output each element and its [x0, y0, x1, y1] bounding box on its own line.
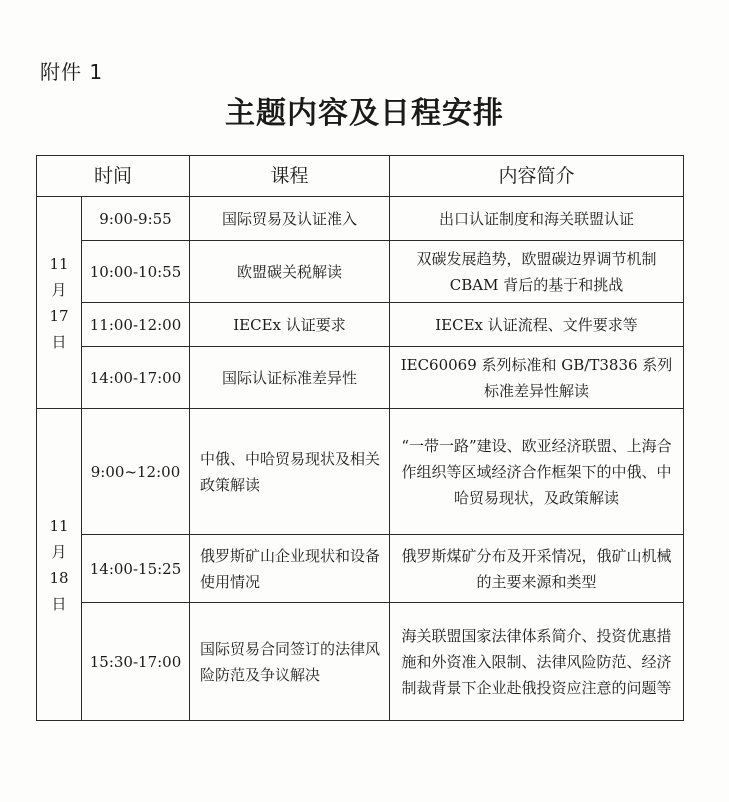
time-cell: 10:00-10:55 [82, 241, 190, 303]
date-month: 11 月 [49, 254, 69, 299]
content-cell: 俄罗斯煤矿分布及开采情况，俄矿山机械的主要来源和类型 [390, 535, 684, 603]
header-time: 时间 [37, 156, 190, 197]
header-course: 课程 [190, 156, 390, 197]
course-cell: 国际贸易及认证准入 [190, 197, 390, 241]
date-month: 11 月 [49, 516, 69, 561]
page-title: 主题内容及日程安排 [225, 96, 504, 131]
time-cell: 14:00-15:25 [82, 535, 190, 603]
course-cell: 中俄、中哈贸易现状及相关政策解读 [190, 409, 390, 535]
time-cell: 14:00-17:00 [82, 347, 190, 409]
schedule-table [36, 155, 684, 721]
course-cell: 欧盟碳关税解读 [190, 241, 390, 303]
content-cell: IECEx 认证流程、文件要求等 [390, 303, 684, 347]
content-cell: 出口认证制度和海关联盟认证 [390, 197, 684, 241]
table-row [37, 603, 684, 721]
content-cell: 海关联盟国家法律体系简介、投资优惠措施和外资准入限制、法律风险防范、经济制裁背景下企业赴俄投资应注意的问题等 [390, 603, 684, 721]
course-cell: 国际贸易合同签订的法律风险防范及争议解决 [190, 603, 390, 721]
table-header-row [37, 156, 684, 197]
table-row [37, 347, 684, 409]
date-day: 17 日 [49, 306, 69, 351]
table-row [37, 535, 684, 603]
content-cell: 双碳发展趋势，欧盟碳边界调节机制 CBAM 背后的基于和挑战 [390, 241, 684, 303]
table-row [37, 303, 684, 347]
content-cell: IEC60069 系列标准和 GB/T3836 系列标准差异性解读 [390, 347, 684, 409]
course-cell: 国际认证标准差异性 [190, 347, 390, 409]
content-cell: “一带一路”建设、欧亚经济联盟、上海合作组织等区域经济合作框架下的中俄、中哈贸易现状，及政策解读 [390, 409, 684, 535]
time-cell: 15:30-17:00 [82, 603, 190, 721]
attachment-label: 附件 1 [40, 60, 104, 84]
time-cell: 9:00~12:00 [82, 409, 190, 535]
course-cell: IECEx 认证要求 [190, 303, 390, 347]
date-cell-day1 [37, 197, 82, 409]
time-cell: 9:00-9:55 [82, 197, 190, 241]
date-cell-day2 [37, 409, 82, 721]
date-day: 18 日 [49, 568, 69, 613]
table-row [37, 197, 684, 241]
header-content: 内容简介 [390, 156, 684, 197]
course-cell: 俄罗斯矿山企业现状和设备使用情况 [190, 535, 390, 603]
time-cell: 11:00-12:00 [82, 303, 190, 347]
table-row [37, 409, 684, 535]
table-row [37, 241, 684, 303]
